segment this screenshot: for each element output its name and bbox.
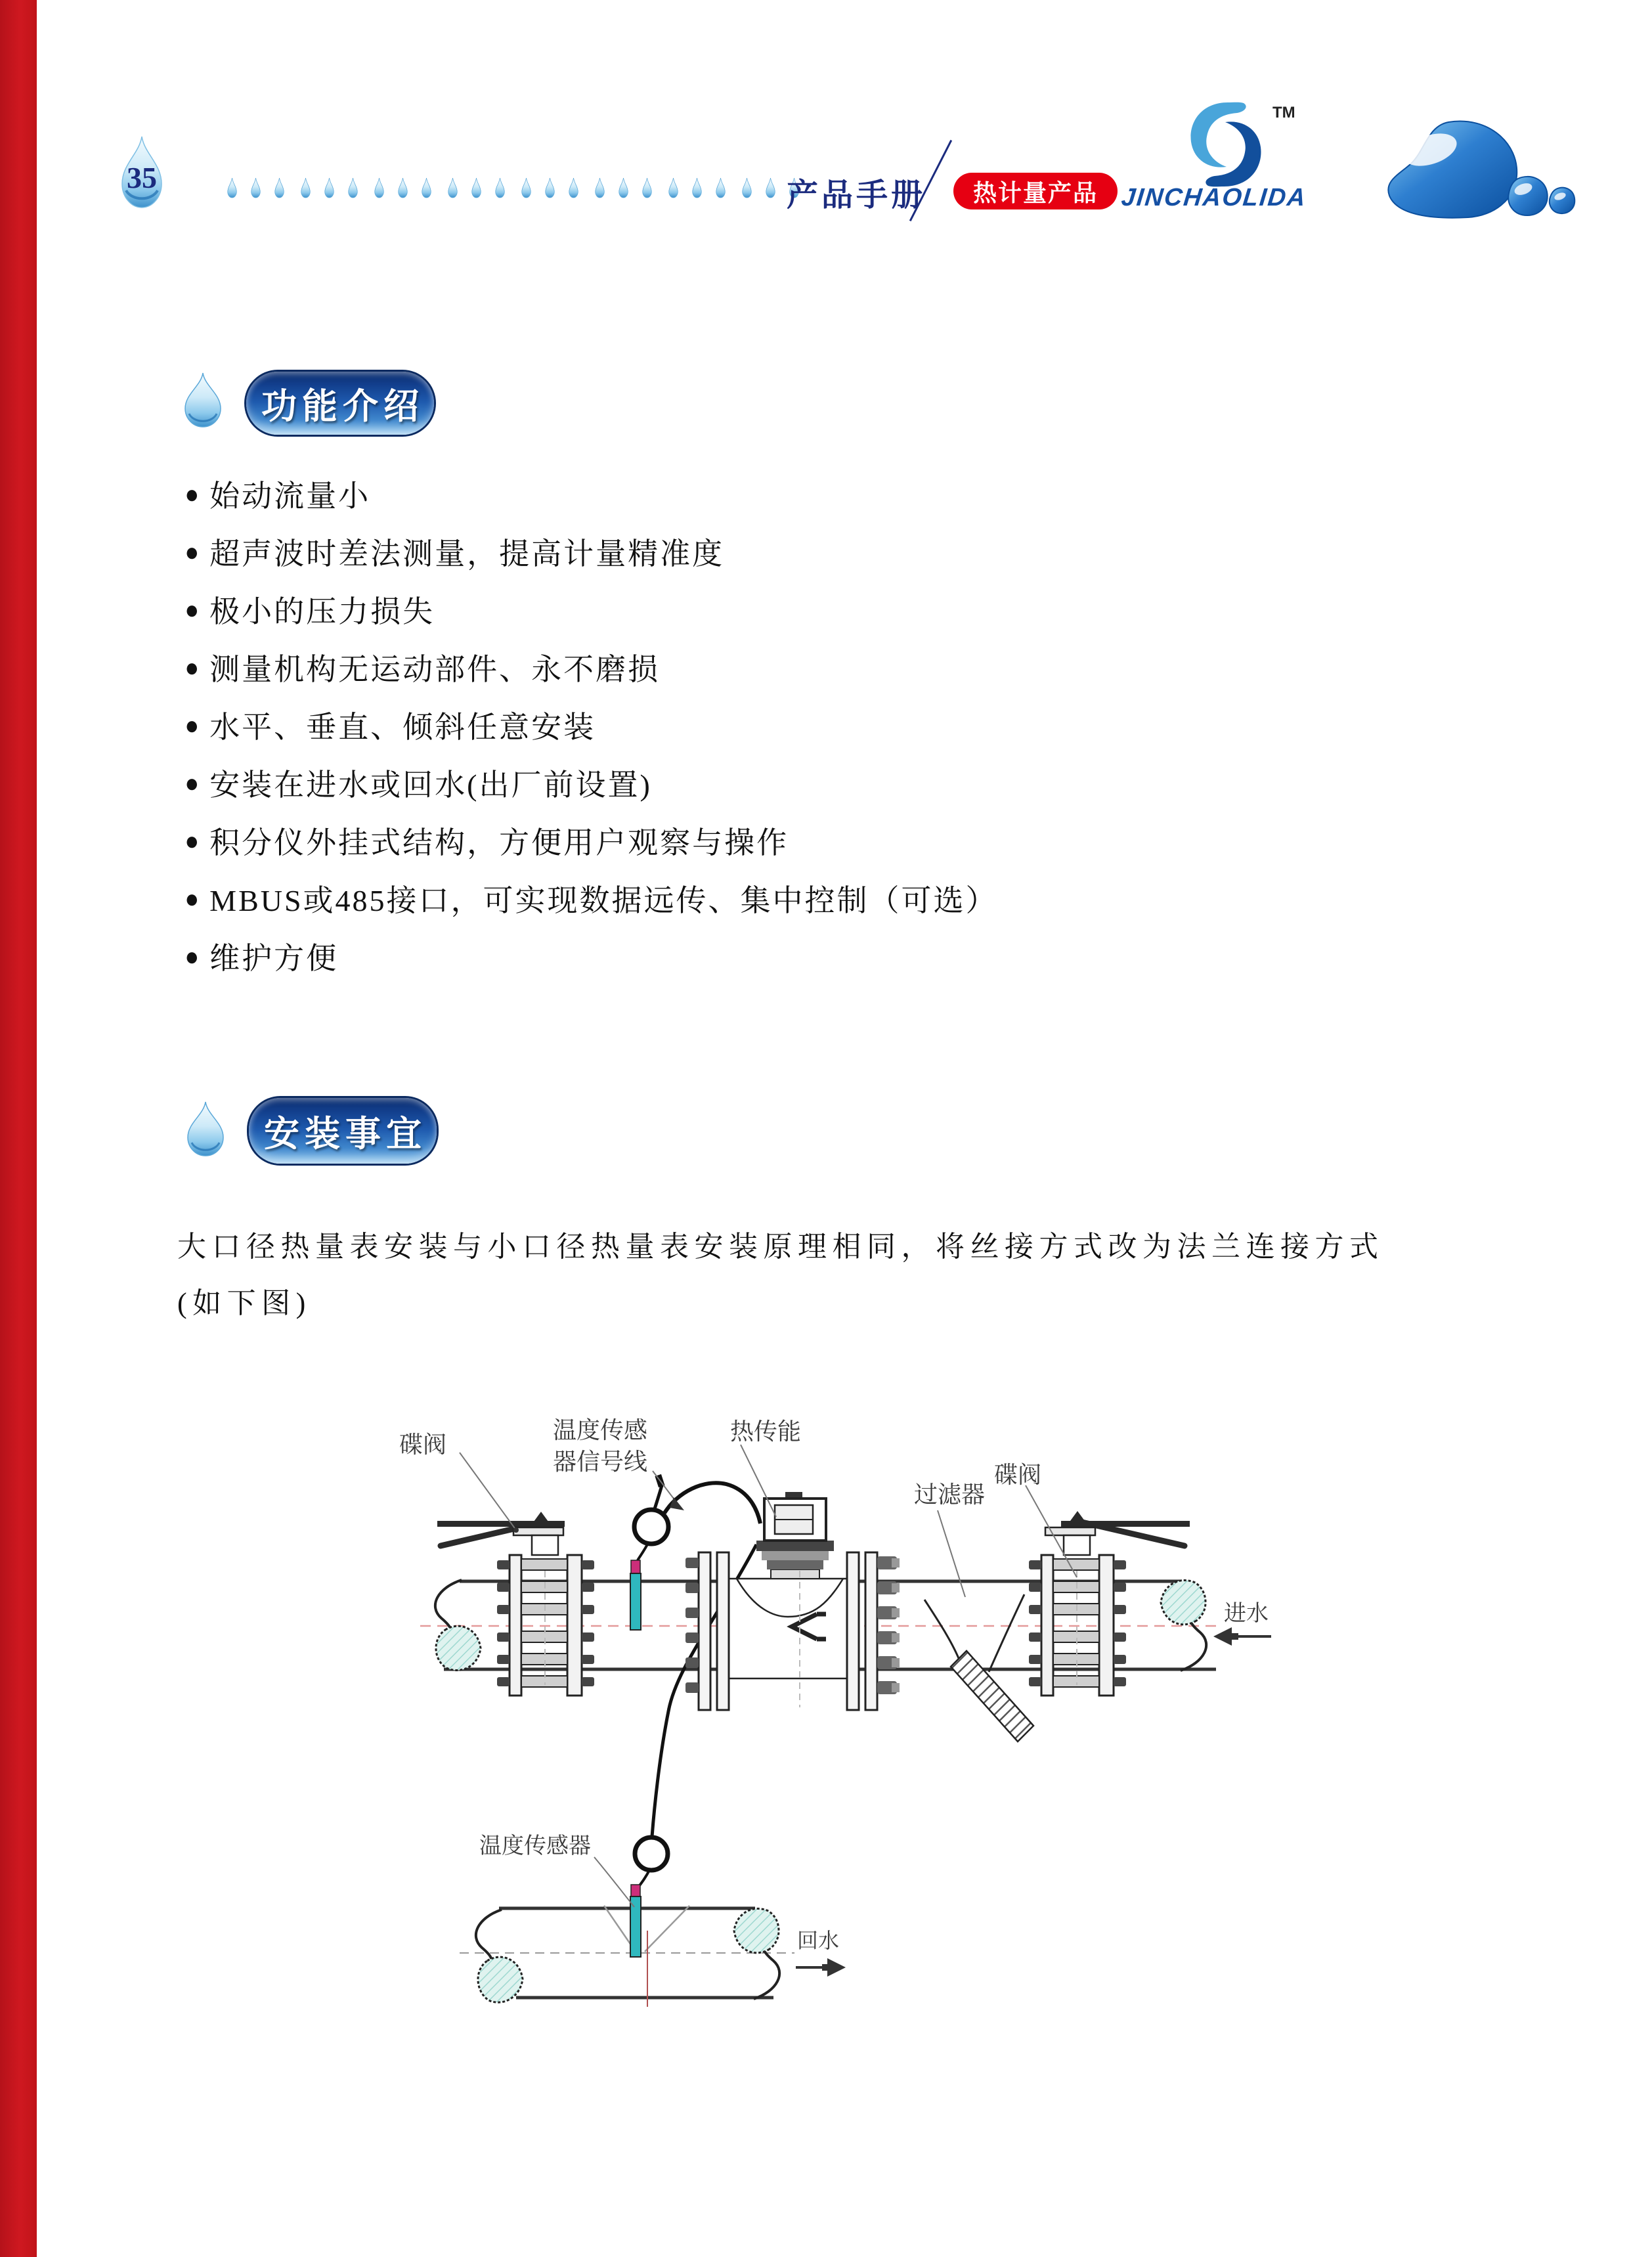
category-badge bbox=[953, 173, 1118, 209]
feature-list bbox=[184, 465, 998, 985]
feature-item bbox=[184, 696, 998, 754]
company-logo-icon bbox=[1177, 99, 1275, 190]
water-drop-icon bbox=[324, 177, 334, 198]
manual-title: 产品手册 bbox=[787, 178, 926, 213]
water-drop-icon bbox=[545, 177, 555, 198]
water-drop-icon bbox=[569, 177, 578, 198]
bullet-icon: ● bbox=[185, 479, 201, 509]
section-drop-icon bbox=[183, 372, 223, 428]
label-filter: 过滤器 bbox=[914, 1481, 986, 1508]
section-title-install-label: 安装事宜 bbox=[264, 1114, 427, 1154]
bullet-icon: ● bbox=[185, 652, 201, 682]
feature-item bbox=[184, 465, 998, 523]
water-drop-icon bbox=[348, 177, 358, 198]
inlet-flow-arrow bbox=[1213, 1627, 1271, 1646]
section-drop-icon bbox=[185, 1101, 226, 1157]
lower-pipe bbox=[460, 1837, 794, 2007]
feature-item bbox=[184, 927, 998, 985]
feature-text: 积分仪外挂式结构，方便用户观察与操作 bbox=[209, 826, 789, 860]
label-temp-sensor-cable-1: 温度传感 bbox=[553, 1416, 648, 1443]
water-drop-icon bbox=[227, 177, 237, 198]
water-drop-icon bbox=[716, 177, 726, 198]
feature-item bbox=[184, 869, 998, 927]
label-water-return: 回水 bbox=[797, 1929, 840, 1952]
water-drop-icon bbox=[471, 177, 481, 198]
water-drop-icon bbox=[692, 177, 702, 198]
water-drop-icon bbox=[642, 177, 652, 198]
water-drop-icon bbox=[521, 177, 531, 198]
installation-paragraph-line2: (如下图) bbox=[177, 1287, 311, 1319]
water-drop-icon bbox=[374, 177, 384, 198]
feature-text: 维护方便 bbox=[209, 942, 339, 975]
feature-text: 水平、垂直、倾斜任意安装 bbox=[209, 711, 596, 744]
bullet-icon: ● bbox=[185, 883, 201, 913]
water-drop-icon bbox=[448, 177, 458, 198]
feature-text: MBUS或485接口，可实现数据远传、集中控制（可选） bbox=[209, 884, 998, 917]
feature-item bbox=[184, 581, 998, 638]
water-drop-icon bbox=[274, 177, 284, 198]
feature-text: 安装在进水或回水(出厂前设置) bbox=[209, 768, 652, 802]
water-drop-icon bbox=[766, 177, 775, 198]
label-heat-transducer: 热传能 bbox=[730, 1418, 802, 1445]
water-drop-icon bbox=[668, 177, 678, 198]
return-flow-arrow bbox=[796, 1958, 846, 1977]
section-title-features bbox=[246, 372, 434, 435]
label-temp-sensor-cable-2: 器信号线 bbox=[553, 1448, 648, 1475]
bullet-icon: ● bbox=[185, 710, 201, 740]
feature-item bbox=[184, 638, 998, 696]
water-drop-icon bbox=[619, 177, 628, 198]
flow-meter-graphic bbox=[685, 1492, 900, 1710]
category-badge-label: 热计量产品 bbox=[972, 179, 1098, 206]
trademark-symbol: TM bbox=[1272, 104, 1295, 121]
label-water-inlet: 进水 bbox=[1224, 1601, 1269, 1626]
label-butterfly-valve-right: 碟阀 bbox=[994, 1461, 1042, 1488]
label-temp-sensor: 温度传感器 bbox=[479, 1833, 591, 1858]
feature-text: 极小的压力损失 bbox=[209, 595, 435, 628]
water-drop-icon bbox=[301, 177, 311, 198]
feature-text: 测量机构无运动部件、永不磨损 bbox=[209, 653, 661, 686]
page-edge-stripe bbox=[0, 0, 37, 2257]
bullet-icon: ● bbox=[185, 825, 201, 856]
section-title-install bbox=[249, 1098, 437, 1164]
feature-text: 超声波时差法测量，提高计量精准度 bbox=[209, 537, 725, 571]
installation-paragraph bbox=[177, 1219, 1431, 1332]
bullet-icon: ● bbox=[185, 594, 201, 625]
installation-diagram bbox=[368, 1399, 1300, 2062]
leader-dot bbox=[513, 1527, 519, 1533]
water-drop-icon bbox=[398, 177, 408, 198]
bullet-icon: ● bbox=[185, 941, 201, 971]
water-drop-icon bbox=[422, 177, 431, 198]
page-number: 35 bbox=[127, 161, 157, 194]
bullet-icon: ● bbox=[185, 537, 201, 567]
water-drop-icon bbox=[251, 177, 261, 198]
feature-item bbox=[184, 523, 998, 581]
water-drop-icon bbox=[595, 177, 605, 198]
section-title-features-label: 功能介绍 bbox=[261, 386, 424, 426]
water-splash-graphic bbox=[1370, 116, 1586, 247]
brand-name: JINCHAOLIDA bbox=[1119, 184, 1308, 211]
installation-paragraph-line1: 大口径热量表安装与小口径热量表安装原理相同，将丝接方式改为法兰连接方式 bbox=[177, 1231, 1384, 1263]
feature-item bbox=[184, 754, 998, 812]
feature-item bbox=[184, 812, 998, 869]
feature-text: 始动流量小 bbox=[209, 479, 371, 513]
label-butterfly-valve-left: 碟阀 bbox=[399, 1431, 447, 1458]
droplet-divider bbox=[227, 177, 813, 200]
water-drop-icon bbox=[742, 177, 752, 198]
water-drop-icon bbox=[495, 177, 505, 198]
bullet-icon: ● bbox=[185, 768, 201, 798]
